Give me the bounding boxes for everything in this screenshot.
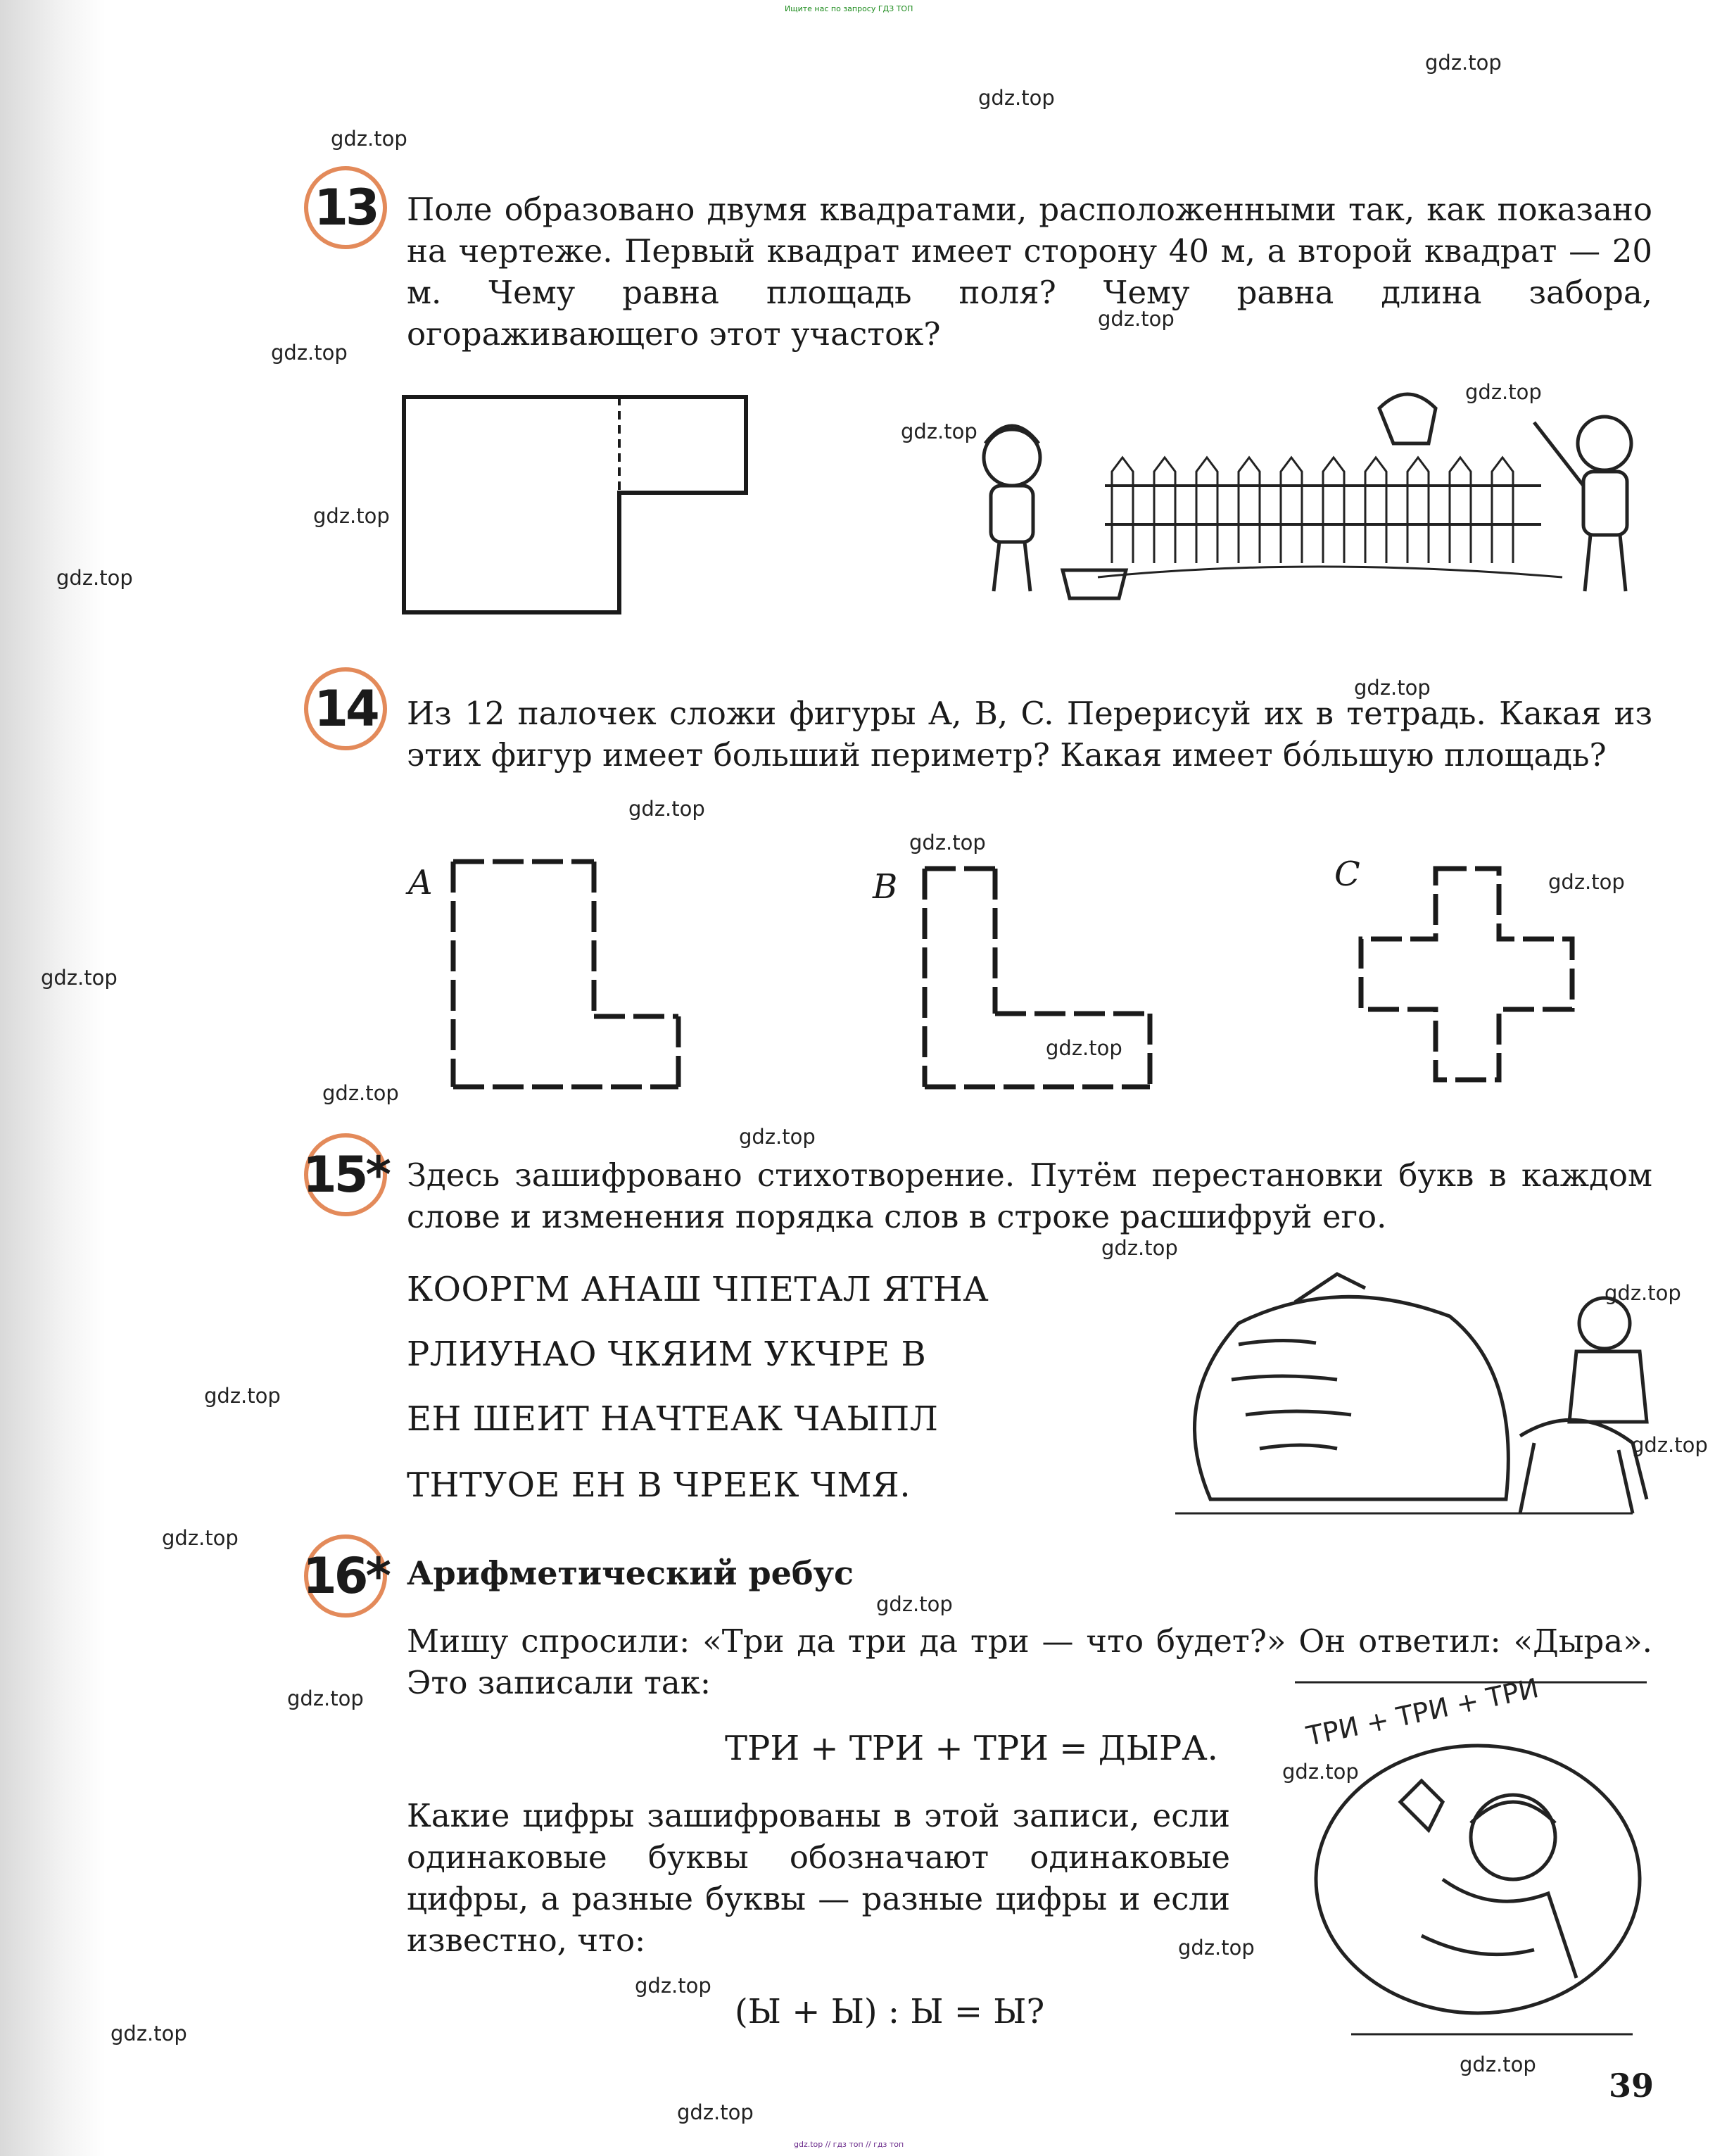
problem-number-badge: 16* <box>304 1534 387 1618</box>
watermark: gdz.top <box>1098 307 1175 331</box>
watermark: gdz.top <box>628 797 705 821</box>
watermark: gdz.top <box>1548 870 1625 894</box>
stick-figure-a <box>450 859 690 1098</box>
watermark: gdz.top <box>1178 1936 1255 1960</box>
hole-caption: ТРИ + ТРИ + ТРИ <box>1303 1672 1542 1752</box>
fence-illustration <box>957 380 1661 612</box>
cipher-line: РЛИУНАО ЧКЯИМ УКЧРЕ В <box>407 1335 927 1374</box>
watermark: gdz.top <box>909 831 986 855</box>
watermark: gdz.top <box>1460 2053 1536 2076</box>
watermark: gdz.top <box>1101 1236 1178 1260</box>
rebus-formula: ТРИ + ТРИ + ТРИ = ДЫРА. <box>725 1729 1218 1768</box>
watermark: gdz.top <box>41 966 118 990</box>
cipher-line: КООРГМ АНАШ ЧПЕТАЛ ЯТНА <box>407 1270 989 1309</box>
stick-figure-c <box>1358 866 1590 1098</box>
problem-15-text: Здесь зашифровано стихотворение. Путём перестановки букв в каждом слове и изменения порядка слов в строке расшифруй его. <box>407 1156 1652 1235</box>
page-number: 39 <box>1609 2067 1654 2105</box>
watermark: gdz.top <box>635 1974 711 1998</box>
watermark: gdz.top <box>1605 1281 1681 1305</box>
problem-16-text-condition: Какие цифры зашифрованы в этой записи, если одинаковые буквы обозначают одинаковые цифры, а разные буквы — разные цифры и если известно, что: <box>407 1797 1230 1959</box>
watermark: gdz.top <box>313 504 390 528</box>
watermark: gdz.top <box>677 2100 754 2124</box>
watermark: gdz.top <box>1425 51 1502 75</box>
watermark: gdz.top <box>1631 1433 1708 1457</box>
problem-number-badge: 15* <box>304 1133 387 1216</box>
watermark: gdz.top <box>901 420 977 443</box>
watermark: gdz.top <box>978 86 1055 110</box>
problem-number-badge: 13 <box>304 166 387 249</box>
watermark: gdz.top <box>876 1592 953 1616</box>
watermark: gdz.top <box>271 341 348 365</box>
watermark: gdz.top <box>739 1125 816 1149</box>
cipher-line: ЕН ШЕИТ НАЧТЕАК ЧАЫПЛ <box>407 1399 939 1439</box>
watermark: gdz.top <box>322 1081 399 1105</box>
two-squares-diagram <box>401 394 753 619</box>
boy-in-hole-illustration <box>1281 1668 1661 2048</box>
condition-formula: (Ы + Ы) : Ы = Ы? <box>735 1992 1045 2031</box>
problem-16-title: Арифметический ребус <box>407 1554 854 1592</box>
problem-13-text: Поле образовано двумя квадратами, расположенными так, как показано на чертеже. Первый квадрат имеет сторону 40 м, а второй квадрат — 20 м. Чему равна площадь поля? Чему равна длина забора, огораживающего этот участок? <box>407 191 1652 353</box>
watermark: gdz.top <box>204 1384 281 1408</box>
problem-14-text: Из 12 палочек сложи фигуры A, B, C. Перерисуй их в тетрадь. Какая из этих фигур имеет больший периметр? Какая имеет бóльшую площадь? <box>407 695 1652 774</box>
footer-note: gdz.top // гдз топ // гдз топ <box>794 2140 904 2149</box>
problem-16-text-intro: Мишу спросили: «Три да три да три — что будет?» Он ответил: «Дыра». Это записали так: <box>407 1622 1652 1701</box>
watermark: gdz.top <box>162 1526 239 1550</box>
page-edge-shadow <box>0 0 106 2156</box>
figure-label-a: A <box>408 863 433 902</box>
watermark: gdz.top <box>1465 380 1542 404</box>
watermark: gdz.top <box>56 566 133 590</box>
cipher-line: ТНТУОЕ ЕН В ЧРЕЕК ЧМЯ. <box>407 1465 911 1505</box>
stick-figure-b <box>922 866 1161 1098</box>
knight-stone-illustration <box>1154 1260 1661 1527</box>
watermark: gdz.top <box>331 127 407 151</box>
watermark: gdz.top <box>1282 1760 1359 1784</box>
header-note: Ищите нас по запросу ГДЗ ТОП <box>785 4 913 13</box>
watermark: gdz.top <box>287 1687 364 1710</box>
watermark: gdz.top <box>1354 676 1431 700</box>
watermark: gdz.top <box>110 2022 187 2045</box>
figure-label-c: C <box>1334 855 1360 894</box>
figure-label-b: B <box>873 867 898 907</box>
watermark: gdz.top <box>1046 1036 1122 1060</box>
problem-number-badge: 14 <box>304 667 387 750</box>
